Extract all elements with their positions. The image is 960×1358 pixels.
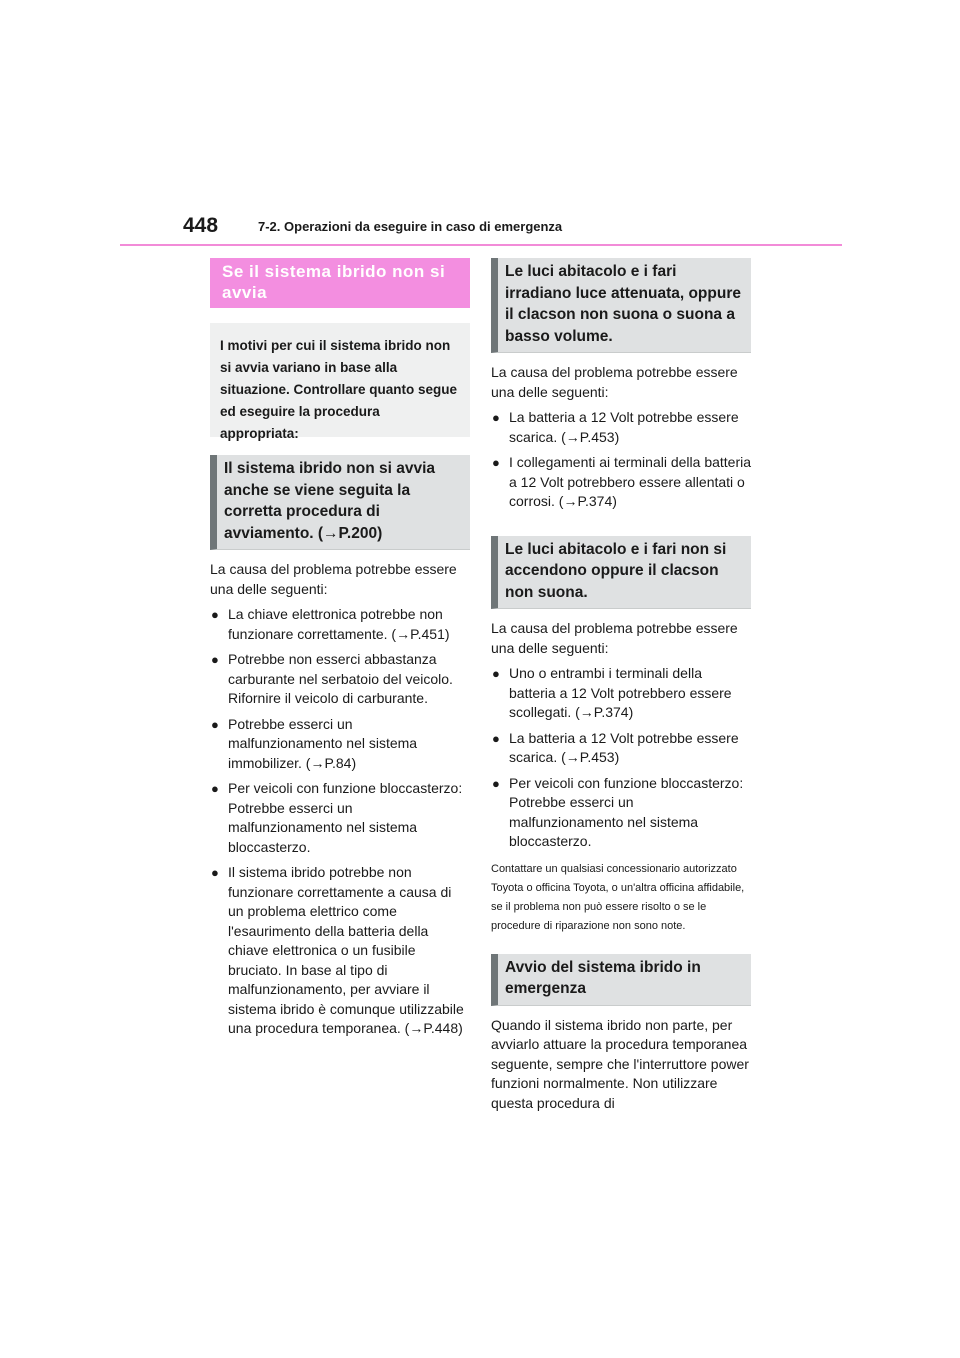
subheading-start-procedure: Il sistema ibrido non si avvia anche se viene seguita la corretta procedura di avviamento. (→P.200) [210, 455, 470, 550]
list-item: ● Potrebbe non esserci abbastanza carburante nel serbatoio del veicolo. Rifornire il veicolo di carburante. [211, 651, 453, 706]
list-item: ● Uno o entrambi i terminali della batteria a 12 Volt potrebbero essere scollegati. (→P.374) [492, 665, 732, 720]
bullet-icon: ● [492, 410, 500, 425]
page-header [0, 0, 960, 250]
lead-text: La causa del problema potrebbe essere una delle seguenti: [491, 620, 738, 656]
lead-text: La causa del problema potrebbe essere una delle seguenti: [491, 364, 738, 400]
section-title: Se il sistema ibrido non si avvia [210, 258, 470, 308]
left-column [210, 258, 470, 1045]
subheading-dim-lights: Le luci abitacolo e i fari irradiano luce attenuata, oppure il clacson non suona o suona a basso volume. [491, 258, 751, 353]
page-number: 448 [183, 214, 219, 237]
bullet-icon: ● [492, 730, 500, 746]
bullet-icon: ● [211, 716, 219, 732]
dealer-note: Contattare un qualsiasi concessionario autorizzato Toyota o officina Toyota, o un'altra officina affidabile, se il problema non può essere risolto o se le procedure di riparazione non sono note. [491, 862, 745, 932]
subheading-no-lights: Le luci abitacolo e i fari non si accendono oppure il clacson non suona. [491, 536, 751, 610]
header-rule [120, 244, 842, 246]
list-item: ● I collegamenti ai terminali della batteria a 12 Volt potrebbero essere allentati o corrosi. (→P.374) [492, 454, 752, 509]
subheading-emergency-start: Avvio del sistema ibrido in emergenza [491, 954, 751, 1006]
intro-box: I motivi per cui il sistema ibrido non si avvia variano in base alla situazione. Controllare quanto segue ed eseguire la procedura appropriata: [210, 323, 470, 437]
bullet-icon: ● [492, 666, 500, 681]
list-item: ● La batteria a 12 Volt potrebbe essere scarica. (→P.453) [492, 729, 739, 765]
list-item: ● La batteria a 12 Volt potrebbe essere scarica. (→P.453) [492, 409, 739, 445]
cause-list [210, 605, 470, 1039]
list-item: ● Per veicoli con funzione bloccasterzo: Potrebbe esserci un malfunzionamento nel sistema bloccasterzo. [211, 780, 463, 855]
chapter-title: 7-2. Operazioni da eseguire in caso di emergenza [258, 219, 563, 234]
bullet-icon: ● [211, 865, 219, 880]
bullet-icon: ● [492, 775, 500, 791]
bullet-icon: ● [211, 781, 219, 796]
list-item: ● Potrebbe esserci un malfunzionamento nel sistema immobilizer. (→P.84) [211, 715, 418, 771]
right-column [491, 258, 751, 1113]
cause-list [491, 408, 751, 512]
lead-text: La causa del problema potrebbe essere una delle seguenti: [210, 561, 457, 597]
cause-list [491, 664, 751, 852]
bullet-icon: ● [211, 652, 219, 667]
list-item: ● Il sistema ibrido potrebbe non funzionare correttamente a causa di un problema elettrico come l'esaurimento della batteria della chiave elettronica o un fusibile bruciato. In base al tipo di malfunzionamento, per avviare il sistema ibrido è comunque utilizzabile una procedura temporanea. (→P.448) [211, 864, 464, 1036]
emergency-text: Quando il sistema ibrido non parte, per avviarlo attuare la procedura temporanea seguente, sempre che l'interruttore power funzioni normalmente. Non utilizzare questa procedura di [491, 1016, 749, 1111]
bullet-icon: ● [492, 455, 500, 470]
list-item: ● Per veicoli con funzione bloccasterzo: Potrebbe esserci un malfunzionamento nel sistema bloccasterzo. [492, 774, 744, 849]
bullet-icon: ● [211, 607, 219, 622]
list-item: ● La chiave elettronica potrebbe non funzionare correttamente. (→P.451) [211, 606, 450, 642]
